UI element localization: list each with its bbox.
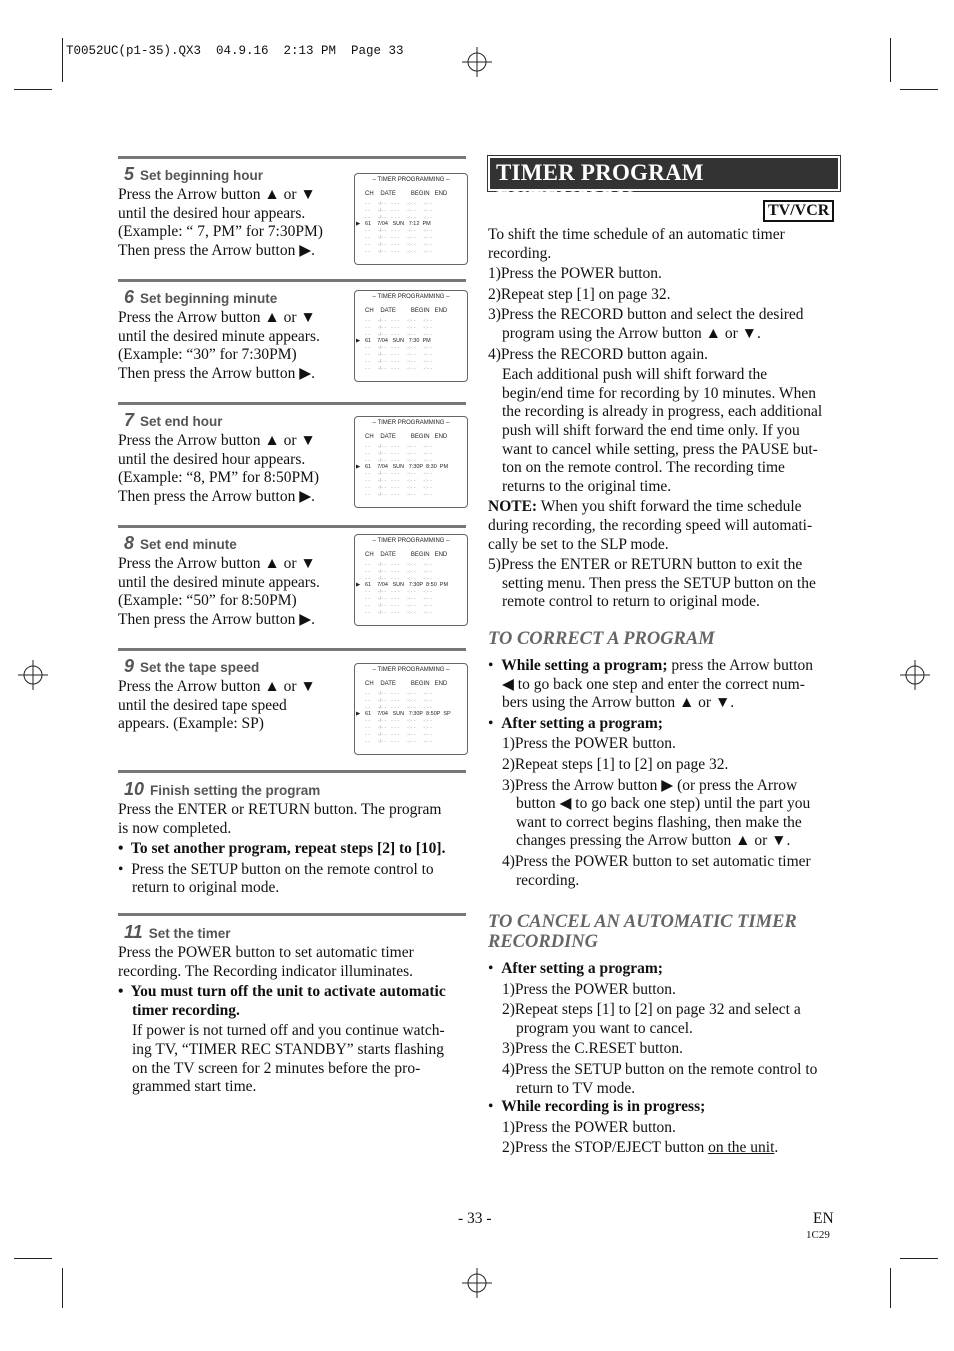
step-body: Press the Arrow button ▲ or ▼ until the desired hour appears. (Example: “8, PM” for 8:50PM) Then press the Arrow button ▶. xyxy=(118,432,320,505)
section-rule xyxy=(118,279,466,282)
registration-mark-icon xyxy=(18,660,48,690)
section-rule xyxy=(118,913,466,916)
section-heading: TO CANCEL AN AUTOMATIC TIMER RECORDING xyxy=(488,912,797,952)
timer-programming-screen: – TIMER PROGRAMMING – CH DATE BEGIN END - - -/- - - - - -:- - -:- - - - -/- - - - - -:- - -:- - - - -/- - - - - -:- - -:- - ▶ 61 7/04 SUN 7:30P 8:30 PM - - -/- - - - - -:- - -:- - - - -/- - - - - -:- - -:- - - - -/- - - - - -:- - -:- - - - -/- - - - - -:- - -:- - xyxy=(354,416,468,508)
step-body: Press the Arrow button ▲ or ▼ until the desired minute appears. (Example: “50” for 8:50PM) Then press the Arrow button ▶. xyxy=(118,555,320,628)
section-rule xyxy=(118,525,466,528)
section-rule xyxy=(118,402,466,405)
section-rule xyxy=(118,648,466,651)
timer-programming-screen: – TIMER PROGRAMMING – CH DATE BEGIN END - - -/- - - - - -:- - -:- - - - -/- - - - - -:- - -:- - - - -/- - - - - -:- - -:- - ▶ 61 7/04 SUN 7:30 PM - - -/- - - - - -:- - -:- - - - -/- - - - - -:- - -:- - - - -/- - - - - -:- - -:- - - - -/- - - - - -:- - -:- - xyxy=(354,290,468,382)
crop-mark xyxy=(890,38,891,82)
step-title: 9 Set the tape speed xyxy=(124,656,260,676)
crop-mark xyxy=(14,89,52,90)
correct-program-body: • While setting a program; press the Arrow button ◀ to go back one step and enter the correct num- bers using the Arrow button ▲ or ▼. • After setting a program; 1)Press the POWER button. 2)Repeat steps [1] to [2] on page 32. 3)Press the Arrow button ▶ (or press the Arrow button ◀ to go back one step) until the part you want to correct begins flashing, then make the changes pressing the Arrow button ▲ or ▼. 4)Press the POWER button to set automatic timer recording. xyxy=(488,657,814,889)
registration-mark-icon xyxy=(462,1268,492,1298)
crop-mark xyxy=(14,1258,52,1259)
print-header: T0052UC(p1-35).QX3 04.9.16 2:13 PM Page 33 xyxy=(66,44,404,58)
mode-badge: TV/VCR xyxy=(763,200,834,222)
crop-mark xyxy=(62,1268,63,1308)
section-rule xyxy=(118,156,466,159)
print-code: 1C29 xyxy=(806,1229,830,1241)
step-body: Press the Arrow button ▲ or ▼ until the desired hour appears. (Example: “ 7, PM” for 7:30PM) Then press the Arrow button ▶. xyxy=(118,186,323,259)
timer-programming-screen: – TIMER PROGRAMMING – CH DATE BEGIN END - - -/- - - - - -:- - -:- - - - -/- - - - - -:- - -:- - - - -/- - - - - -:- - -:- - ▶ 61 7/04 SUN 7:30P 8:50P SP - - -/- - - - - -:- - -:- - - - -/- - - - - -:- - -:- - - - -/- - - - - -:- - -:- - - - -/- - - - - -:- - -:- - xyxy=(354,663,468,755)
crop-mark xyxy=(62,38,63,82)
registration-mark-icon xyxy=(462,47,492,77)
step-title: 11 Set the timer xyxy=(124,922,231,942)
registration-mark-icon xyxy=(900,660,930,690)
timer-programming-screen: – TIMER PROGRAMMING – CH DATE BEGIN END - - -/- - - - - -:- - -:- - - - -/- - - - - -:- - -:- - - - -/- - - - - -:- - -:- - ▶ 61 7/04 SUN 7:12 PM - - -/- - - - - -:- - -:- - - - -/- - - - - -:- - -:- - - - -/- - - - - -:- - -:- - - - -/- - - - - -:- - -:- - xyxy=(354,173,468,265)
page-number: - 33 - xyxy=(458,1210,492,1227)
step-10-body: Press the ENTER or RETURN button. The program is now completed. • To set another program, repeat steps [2] to [10]. • Press the SETUP button on the remote control to return to original mode. xyxy=(118,801,446,897)
crop-mark xyxy=(900,1258,938,1259)
crop-mark xyxy=(900,89,938,90)
step-11-body: Press the POWER button to set automatic timer recording. The Recording indicator illuminates. • You must turn off the unit to activate automatic timer recording. If power is not turned off and you continue watch- ing TV, “TIMER REC STANDBY” starts flashing on the TV screen for 2 minutes before the pro- grammed start time. xyxy=(118,944,446,1096)
timer-programming-screen: – TIMER PROGRAMMING – CH DATE BEGIN END - - -/- - - - - -:- - -:- - - - -/- - - - - -:- - -:- - - - -/- - - - - -:- - -:- - ▶ 61 7/04 SUN 7:30P 8:50 PM - - -/- - - - - -:- - -:- - - - -/- - - - - -:- - -:- - - - -/- - - - - -:- - -:- - - - -/- - - - - -:- - -:- - xyxy=(354,534,468,626)
step-title: 6 Set beginning minute xyxy=(124,287,278,307)
step-title: 5 Set beginning hour xyxy=(124,164,264,184)
extension-body: To shift the time schedule of an automatic timer recording. 1)Press the POWER button. 2)Repeat step [1] on page 32. 3)Press the RECORD button and select the desired program using the Arrow button ▲ or ▼. 4)Press the RECORD button again. Each additional push will shift forward the begin/end time for recording by 10 minutes. When the recording is already in progress, each additional push will shift forward the end time only. If you want to cancel while setting, press the PAUSE but- ton on the remote control. The recording time returns to the original time. NOTE: When you shift forward the time schedule during recording, the recording speed will automati- cally be set to the SLP mode. 5)Press the ENTER or RETURN button to exit the setting menu. Then press the SETUP button on the remote control to return to original mode. xyxy=(488,226,823,611)
step-body: Press the Arrow button ▲ or ▼ until the desired tape speed appears. (Example: SP) xyxy=(118,678,316,733)
step-title: 8 Set end minute xyxy=(124,533,237,553)
section-rule xyxy=(118,770,466,773)
step-body: Press the Arrow button ▲ or ▼ until the desired minute appears. (Example: “30” for 7:30PM) Then press the Arrow button ▶. xyxy=(118,309,320,382)
step-title: 7 Set end hour xyxy=(124,410,223,430)
language-code: EN xyxy=(813,1210,834,1227)
section-banner: TIMER PROGRAM EXTENSION xyxy=(488,156,840,191)
cancel-recording-body: • After setting a program; 1)Press the POWER button. 2)Repeat steps [1] to [2] on page 32 and select a program you want to cancel. 3)Press the C.RESET button. 4)Press the SETUP button on the remote control to return to TV mode. • While recording is in progress; 1)Press the POWER button. 2)Press the STOP/EJECT button on the unit. xyxy=(488,960,818,1157)
crop-mark xyxy=(890,1268,891,1308)
section-heading: TO CORRECT A PROGRAM xyxy=(488,629,715,649)
step-title: 10 Finish setting the program xyxy=(124,779,321,799)
